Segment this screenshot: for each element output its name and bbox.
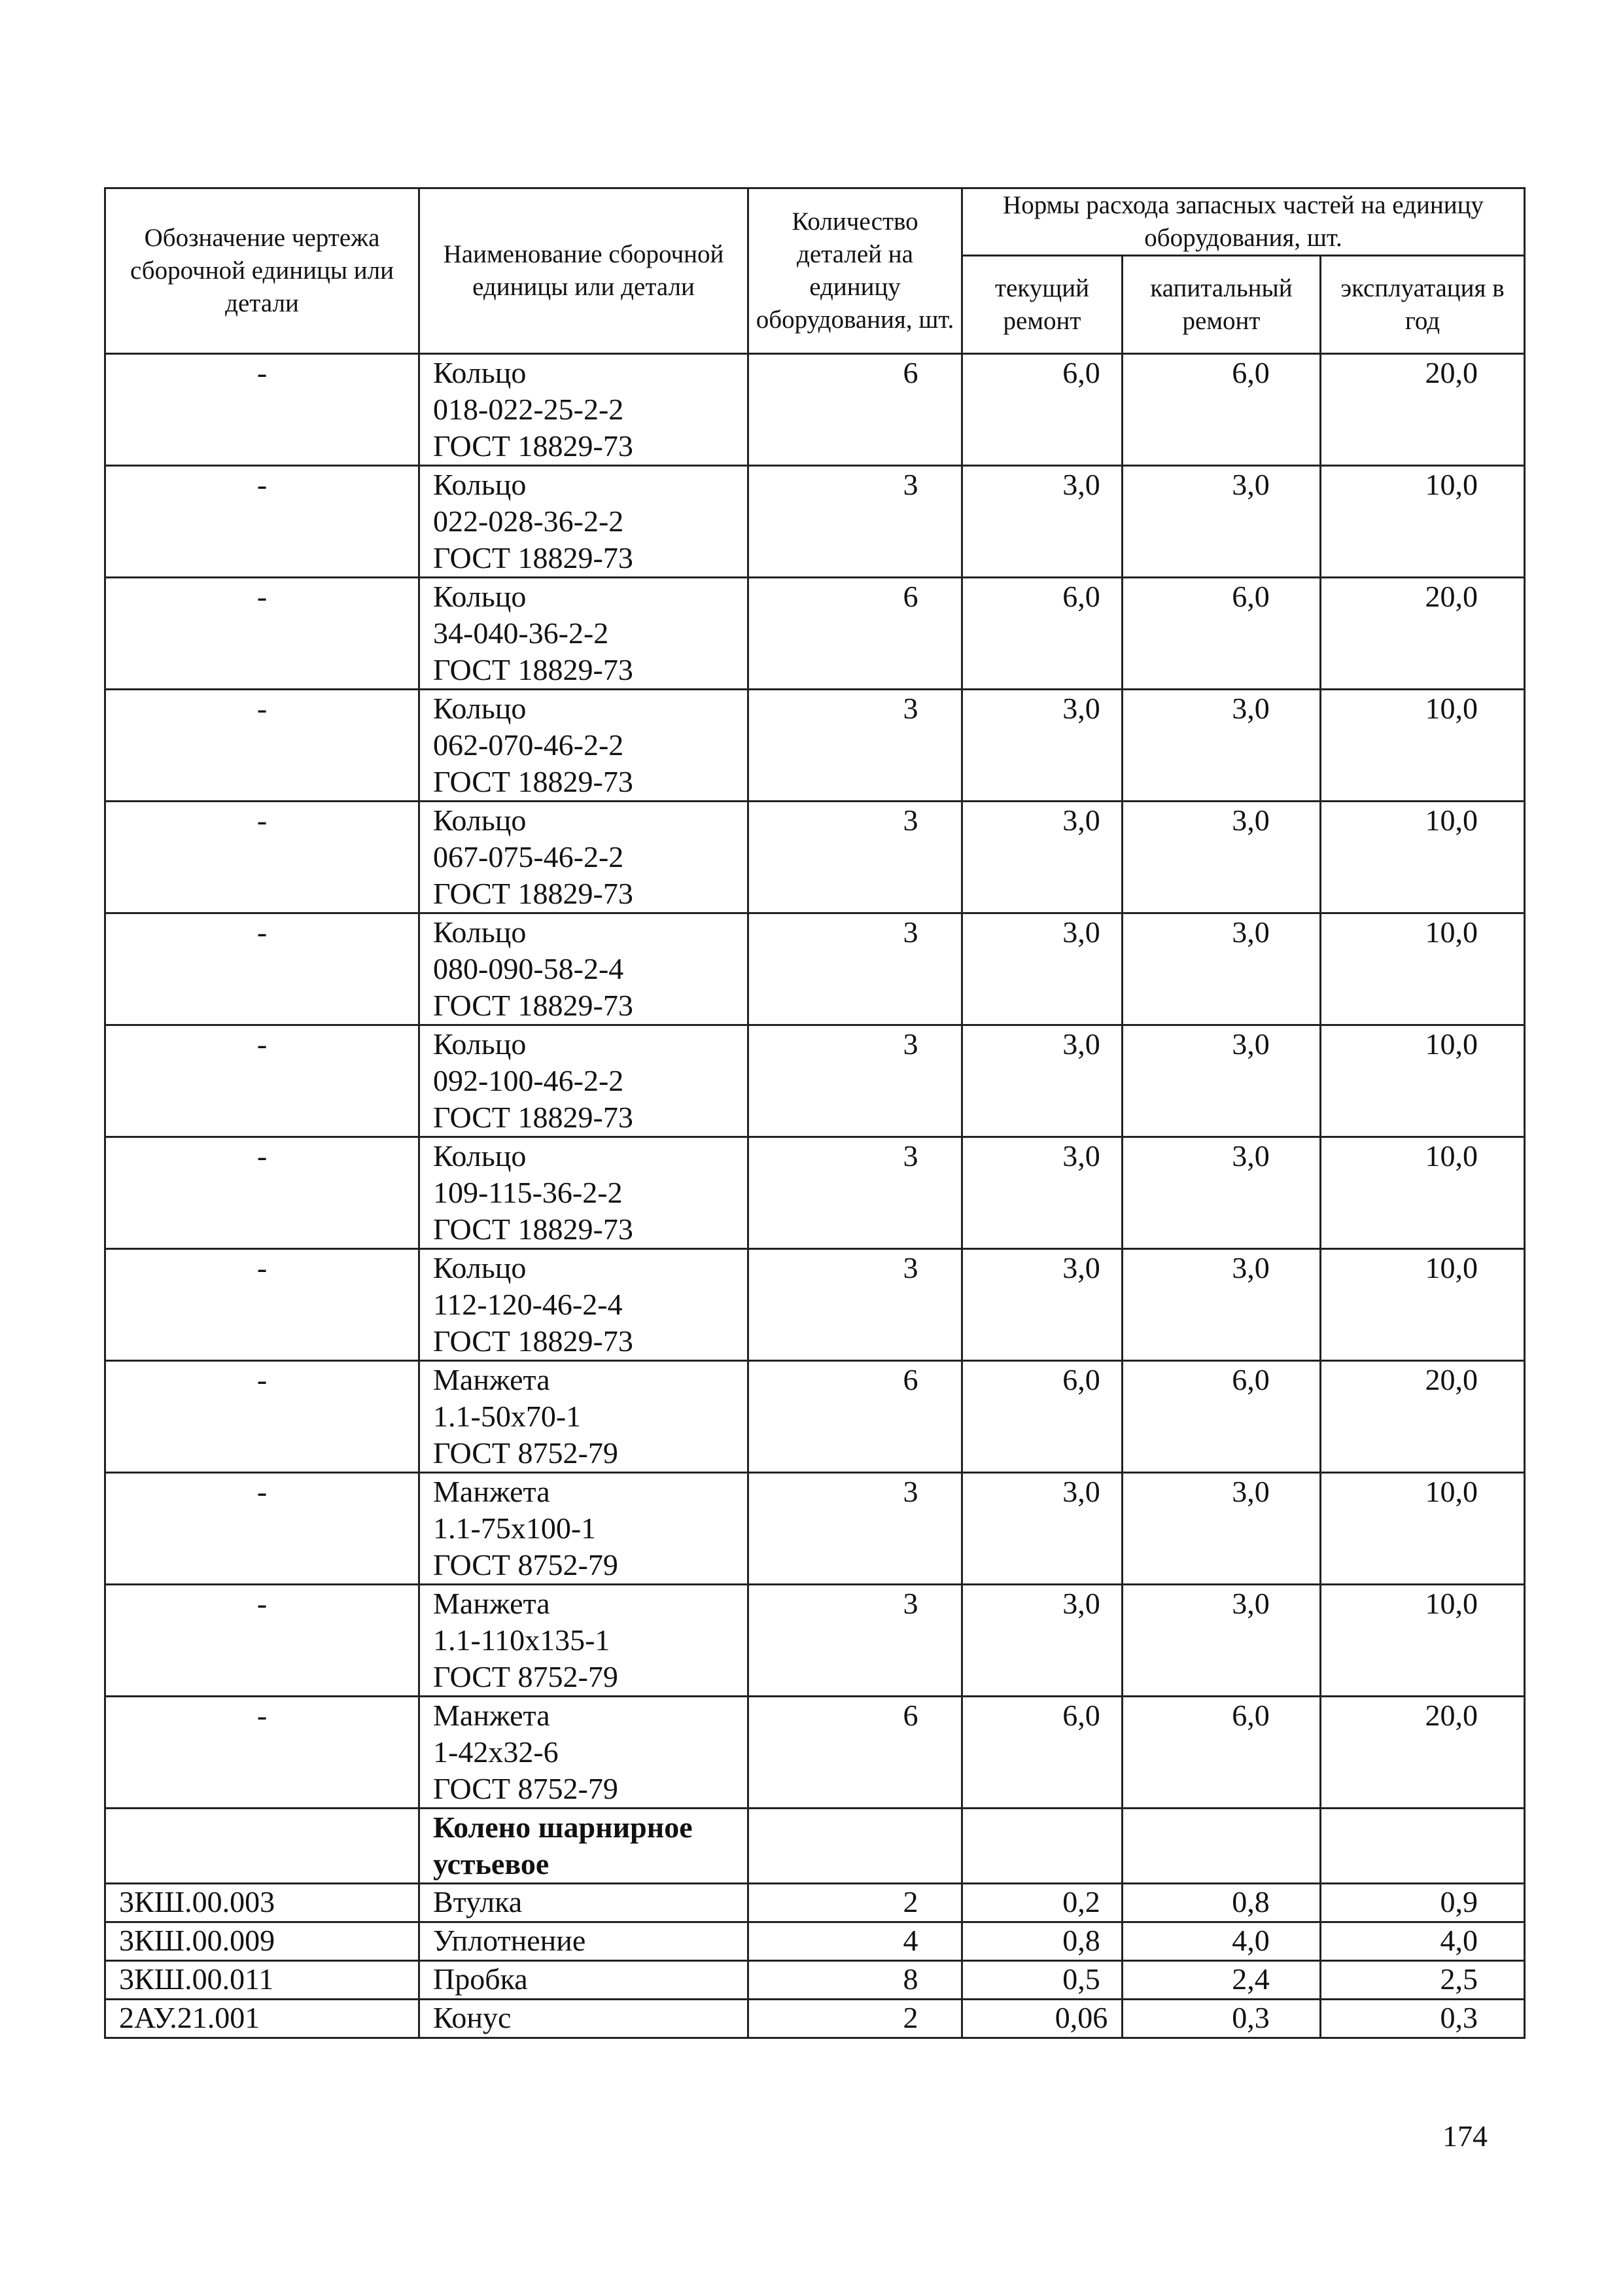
part-code: - (105, 1361, 419, 1473)
part-qty: 3 (748, 1137, 962, 1249)
part-qty: 3 (748, 690, 962, 802)
part-name (419, 1585, 748, 1697)
page-number: 174 (1442, 2119, 1488, 2153)
norm-exploit: 4,0 (1321, 1922, 1525, 1961)
part-name-line: Кольцо (433, 804, 527, 837)
part-name-line: ГОСТ 8752-79 (433, 1660, 618, 1693)
norm-capital: 3,0 (1123, 1137, 1321, 1249)
norm-current: 3,0 (962, 1585, 1123, 1697)
part-name-line: 1.1-110x135-1 (433, 1623, 610, 1657)
part-name: Уплотнение (419, 1922, 748, 1961)
part-code: 3КШ.00.011 (105, 1961, 419, 2000)
norm-current: 0,8 (962, 1922, 1123, 1961)
norm-current: 3,0 (962, 802, 1123, 913)
norm-exploit: 2,5 (1321, 1961, 1525, 2000)
table-row (105, 1884, 1525, 1922)
norm-exploit: 0,3 (1321, 2000, 1525, 2038)
part-name (419, 1473, 748, 1585)
norm-current: 3,0 (962, 1249, 1123, 1361)
part-name-line: 080-090-58-2-4 (433, 952, 624, 985)
part-name-line: Кольцо (433, 468, 527, 501)
part-name-line: устьевое (433, 1847, 550, 1881)
norm-capital: 6,0 (1123, 1697, 1321, 1809)
norm-current: 3,0 (962, 1025, 1123, 1137)
part-name-line: Кольцо (433, 692, 527, 725)
norm-exploit: 10,0 (1321, 690, 1525, 802)
norm-current: 6,0 (962, 1361, 1123, 1473)
norm-capital: 6,0 (1123, 1361, 1321, 1473)
table-row (105, 1025, 1525, 1137)
norm-current: 3,0 (962, 466, 1123, 578)
table-row (105, 1249, 1525, 1361)
norm-current: 3,0 (962, 1137, 1123, 1249)
norm-capital: 3,0 (1123, 802, 1321, 913)
norm-current: 3,0 (962, 690, 1123, 802)
norm-capital: 3,0 (1123, 466, 1321, 578)
norm-capital: 0,8 (1123, 1884, 1321, 1922)
part-name-line: Кольцо (433, 356, 527, 389)
part-qty: 3 (748, 1473, 962, 1585)
part-name (419, 690, 748, 802)
part-code: - (105, 1249, 419, 1361)
header-norms: Нормы расхода запасных частей на единицу оборудования, шт. (962, 188, 1525, 256)
header-name: Наименование сборочной единицы или детали (419, 188, 748, 354)
norm-capital: 4,0 (1123, 1922, 1321, 1961)
group-code (105, 1809, 419, 1884)
norm-current: 0,5 (962, 1961, 1123, 2000)
part-code: - (105, 1137, 419, 1249)
part-qty: 2 (748, 2000, 962, 2038)
part-name-line: 112-120-46-2-4 (433, 1288, 623, 1321)
part-code: - (105, 354, 419, 466)
norm-current: 3,0 (962, 1473, 1123, 1585)
part-name (419, 1249, 748, 1361)
header-current: текущий ремонт (962, 256, 1123, 354)
part-name-line: Манжета (433, 1587, 550, 1620)
part-name (419, 354, 748, 466)
part-name-line: 1-42x32-6 (433, 1735, 559, 1769)
part-code: - (105, 1025, 419, 1137)
part-name-line: 1.1-50x70-1 (433, 1400, 582, 1433)
table-row (105, 1585, 1525, 1697)
spare-parts-table (104, 187, 1526, 2039)
part-name-line: Кольцо (433, 915, 527, 949)
part-name-line: 109-115-36-2-2 (433, 1176, 623, 1209)
group-exploit (1321, 1809, 1525, 1884)
part-name: Конус (419, 2000, 748, 2038)
norm-current: 3,0 (962, 913, 1123, 1025)
table-row (105, 466, 1525, 578)
norm-exploit: 10,0 (1321, 802, 1525, 913)
part-qty: 3 (748, 1249, 962, 1361)
norm-current: 6,0 (962, 1697, 1123, 1809)
norm-exploit: 10,0 (1321, 466, 1525, 578)
norm-capital: 3,0 (1123, 1249, 1321, 1361)
part-qty: 6 (748, 1361, 962, 1473)
norm-exploit: 10,0 (1321, 1473, 1525, 1585)
table-row (105, 1697, 1525, 1809)
group-qty (748, 1809, 962, 1884)
part-qty: 4 (748, 1922, 962, 1961)
part-code: - (105, 1473, 419, 1585)
part-code: - (105, 578, 419, 690)
norm-capital: 2,4 (1123, 1961, 1321, 2000)
part-name-line: 067-075-46-2-2 (433, 840, 624, 874)
part-name-line: 34-040-36-2-2 (433, 616, 609, 650)
part-qty: 3 (748, 1025, 962, 1137)
norm-capital: 3,0 (1123, 1025, 1321, 1137)
norm-exploit: 10,0 (1321, 1025, 1525, 1137)
norm-current: 0,06 (962, 2000, 1123, 2038)
part-qty: 6 (748, 578, 962, 690)
part-name-line: Колено шарнирное (433, 1810, 693, 1844)
norm-exploit: 10,0 (1321, 913, 1525, 1025)
header-code: Обозначение чертежа сборочной единицы или детали (105, 188, 419, 354)
norm-exploit: 10,0 (1321, 1249, 1525, 1361)
part-code: - (105, 913, 419, 1025)
part-name-line: Кольцо (433, 1027, 527, 1061)
part-code: 2АУ.21.001 (105, 2000, 419, 2038)
part-name-line: ГОСТ 18829-73 (433, 1324, 633, 1358)
part-name-line: Манжета (433, 1363, 550, 1396)
part-qty: 2 (748, 1884, 962, 1922)
part-name-line: 062-070-46-2-2 (433, 728, 624, 762)
part-name-line: 018-022-25-2-2 (433, 393, 624, 426)
norm-current: 6,0 (962, 578, 1123, 690)
header-exploit: эксплуатация в год (1321, 256, 1525, 354)
table-row (105, 354, 1525, 466)
part-qty: 3 (748, 1585, 962, 1697)
part-qty: 3 (748, 802, 962, 913)
norm-current: 6,0 (962, 354, 1123, 466)
part-name-line: Кольцо (433, 1139, 527, 1173)
norm-exploit: 20,0 (1321, 1361, 1525, 1473)
part-code: - (105, 690, 419, 802)
part-name-line: ГОСТ 18829-73 (433, 541, 633, 574)
table-row (105, 1961, 1525, 2000)
part-name-line: ГОСТ 18829-73 (433, 653, 633, 686)
group-current (962, 1809, 1123, 1884)
norm-capital: 6,0 (1123, 354, 1321, 466)
part-name (419, 802, 748, 913)
group-capital (1123, 1809, 1321, 1884)
part-name: Втулка (419, 1884, 748, 1922)
norm-exploit: 20,0 (1321, 578, 1525, 690)
part-qty: 6 (748, 354, 962, 466)
norm-exploit: 20,0 (1321, 1697, 1525, 1809)
part-name-line: ГОСТ 18829-73 (433, 877, 633, 910)
norm-capital: 0,3 (1123, 2000, 1321, 2038)
part-qty: 6 (748, 1697, 962, 1809)
table-row (105, 802, 1525, 913)
part-name-line: ГОСТ 8752-79 (433, 1548, 618, 1581)
part-name-line: ГОСТ 8752-79 (433, 1436, 618, 1470)
part-name-line: Кольцо (433, 1251, 527, 1284)
part-qty: 3 (748, 913, 962, 1025)
group-name (419, 1809, 748, 1884)
part-name (419, 1361, 748, 1473)
norm-capital: 3,0 (1123, 1585, 1321, 1697)
part-name: Пробка (419, 1961, 748, 2000)
part-name-line: 092-100-46-2-2 (433, 1064, 624, 1097)
part-name (419, 578, 748, 690)
part-name (419, 913, 748, 1025)
norm-exploit: 10,0 (1321, 1137, 1525, 1249)
part-code: 3КШ.00.003 (105, 1884, 419, 1922)
part-name (419, 1025, 748, 1137)
part-name-line: ГОСТ 18829-73 (433, 989, 633, 1022)
table-row (105, 578, 1525, 690)
norm-current: 0,2 (962, 1884, 1123, 1922)
table-row (105, 1137, 1525, 1249)
part-code: - (105, 466, 419, 578)
part-name (419, 1137, 748, 1249)
part-name-line: Кольцо (433, 580, 527, 613)
header-qty: Количество деталей на единицу оборудования, шт. (748, 188, 962, 354)
part-qty: 3 (748, 466, 962, 578)
part-name-line: ГОСТ 8752-79 (433, 1772, 618, 1805)
part-name-line: ГОСТ 18829-73 (433, 1101, 633, 1134)
table-row (105, 1922, 1525, 1961)
part-name-line: Манжета (433, 1699, 550, 1732)
part-name (419, 1697, 748, 1809)
table-row (105, 1473, 1525, 1585)
part-name-line: 1.1-75x100-1 (433, 1511, 597, 1545)
table-row (105, 2000, 1525, 2038)
part-name-line: Манжета (433, 1475, 550, 1508)
part-code: - (105, 1585, 419, 1697)
group-row (105, 1809, 1525, 1884)
part-code: - (105, 802, 419, 913)
part-name-line: ГОСТ 18829-73 (433, 765, 633, 798)
norm-exploit: 0,9 (1321, 1884, 1525, 1922)
norm-exploit: 10,0 (1321, 1585, 1525, 1697)
table-row (105, 690, 1525, 802)
header-capital: капитальный ремонт (1123, 256, 1321, 354)
part-name-line: ГОСТ 18829-73 (433, 429, 633, 463)
norm-capital: 3,0 (1123, 913, 1321, 1025)
norm-capital: 6,0 (1123, 578, 1321, 690)
part-name-line: 022-028-36-2-2 (433, 504, 624, 538)
part-code: 3КШ.00.009 (105, 1922, 419, 1961)
part-name-line: ГОСТ 18829-73 (433, 1212, 633, 1246)
norm-exploit: 20,0 (1321, 354, 1525, 466)
table-row (105, 1361, 1525, 1473)
norm-capital: 3,0 (1123, 1473, 1321, 1585)
part-code: - (105, 1697, 419, 1809)
norm-capital: 3,0 (1123, 690, 1321, 802)
part-name (419, 466, 748, 578)
table-row (105, 913, 1525, 1025)
part-qty: 8 (748, 1961, 962, 2000)
